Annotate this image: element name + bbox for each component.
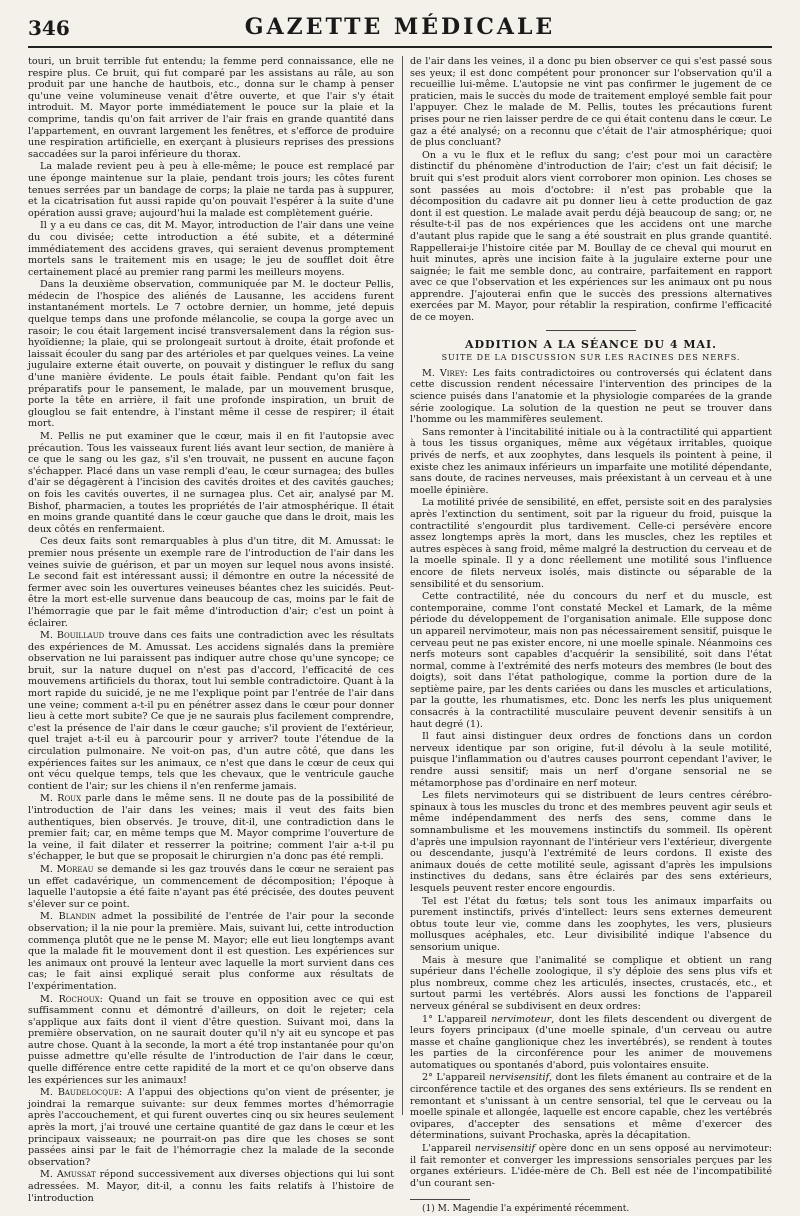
paragraph-text: trouve dans ces faits une contradiction avec les résultats des expériences de M. Amussat. Les accidens signalés dans la première observation ne lui paraissent pas indiquer autre chose qu'une syncope; ce bruit, sur la nature duquel on n'est pas d'accord, l'efficacité de ces mouvemens artificiels du thorax, tout lui semble contradictoire. Quant à la mort rapide du suicidé, je ne me l'explique point par l'entrée de l'air dans une veine; comment a-t-il pu en pénétrer assez dans le cœur pour donner lieu à cette mort subite? Ce que je ne saurais plus facilement comprendre, c'est la présence de l'air dans le cœur gauche; s'il provient de l'extérieur, quel trajet a-t-il eu à parcourir pour y arriver? toute l'étendue de la circulation pulmonaire. Ne voit-on pas, d'un autre côté, que dans les expériences faites sur les animaux, ce n'est que dans le cœur de ceux qui ont vécu quelque temps, tels que les chevaux, que le ventricule gauche contient de l'air; sur les chiens il n'en renferme jamais.	[28, 630, 394, 792]
paragraph	[410, 1072, 772, 1142]
paragraph: de l'air dans les veines, il a donc pu bien observer ce qui s'est passé sous ses yeux; il est donc compétent pour prononcer sur l'observation qu'il a recueillie lui-même. L'autopsie ne vint pas confirmer le jugement de ce praticien, mais le succès du mode de traitement employé semble fait pour l'appuyer. Chez le malade de M. Pellis, toutes les précautions furent prises pour ne rien laisser perdre de ce qui était contenu dans le cœur. Le gaz a été analysé; on a reconnu que c'était de l'air atmosphérique; quoi de plus concluant?	[410, 56, 772, 149]
page-number: 346	[28, 16, 70, 40]
paragraph	[410, 368, 772, 426]
emphasis: nervimoteur	[491, 1013, 552, 1025]
speaker-name: M. Roux	[40, 793, 82, 805]
emphasis: nervisensitif	[488, 1072, 550, 1084]
paragraph: La motilité privée de sensibilité, en effet, persiste soit en des paralysies après l'extinction du sentiment, soit par la rigueur du froid, puisque la contractilité s'engourdit plus tardivement. Celle-ci persévère encore assez longtemps après la mort, dans les muscles, chez les reptiles et autres espèces à sang froid, même malgré la destruction du cerveau et de la moelle spinale. Il y a donc réellement une motilité sous l'influence encore de filets nerveux isolés, mais distincte ou séparable de la sensibilité et du sensorium.	[410, 497, 772, 590]
paragraph	[28, 994, 394, 1087]
paragraph-text: 1° L'appareil	[422, 1013, 492, 1025]
paragraph: Ces deux faits sont remarquables à plus d'un titre, dit M. Amussat: le premier nous présente un exemple rare de l'introduction de l'air dans les veines suivie de guérison, et par un moyen sur lequel nous avons insisté. Le second fait est intéressant aussi; il démontre en outre la nécessité de fermer avec soin les ouvertures veineuses béantes chez les suicidés. Peut-être la mort est-elle survenue dans beaucoup de cas, moins par le fait de l'hémorragie que par le fait même d'introduction d'air; c'est un point à éclairer.	[28, 536, 394, 629]
paragraph: Sans remonter à l'incitabilité initiale ou à la contractilité qui appartient à tous les tissus organiques, même aux végétaux irritables, quoique privés de nerfs, et aux zoophytes, dans lesquels ils pointent à peine, il existe chez les animaux inférieurs un imparfaite une motilité dépendante, sans doute, de racines nerveuses, mais préexistant à un cerveau et à une moelle épinière.	[410, 426, 772, 496]
paragraph-text: L'appareil	[422, 1143, 475, 1155]
paragraph: M. Pellis ne put examiner que le cœur, mais il en fit l'autopsie avec précaution. Tous les vaisseaux furent liés avant leur section, de manière à ce que le sang ou les gaz, s'il s'en trouvait, ne pussent en aucune façon s'échapper. Placé dans un vase rempli d'eau, le cœur surnagea; des bulles d'air se dégagèrent à l'incision des cavités droites et des cavités gauches; on fois les cavités ouvertes, il ne surnagea plus. Cet air, analysé par M. Bishof, pharmacien, a toutes les propriétés de l'air atmosphérique. Il était en moins grande quantité dans le cœur gauche que dans le droit, mais les deux côtés en renfermaient.	[28, 431, 394, 535]
speaker-name: M. Virey	[422, 367, 465, 379]
speaker-name: M. Amussat	[40, 1169, 96, 1181]
paragraph: Dans la deuxième observation, communiquée par M. le docteur Pellis, médecin de l'hospice des aliénés de Lausanne, les accidens furent instantanément mortels. Le 7 octobre dernier, un homme, jeté depuis quelque temps dans une profonde mélancolie, se coupa la gorge avec un rasoir; le cou était largement incisé transversalement dans la région sus-hyoïdienne; la plaie, qui se prolongeait surtout à droite, était profonde et laissait écouler du sang par des artérioles et par quelques veines. La veine jugulaire externe était ouverte, on pouvait y distinguer le reflux du sang d'une manière évidente. Le pouls était faible. Pendant qu'on fait les préparatifs pour le pansement, le malade, par un mouvement brusque, porte la tête en arrière, il fait une profonde inspiration, un bruit de glouglou se fait entendre, à l'instant même il cesse de respirer; il était mort.	[28, 279, 394, 430]
paragraph	[410, 1014, 772, 1072]
paragraph: Cette contractilité, née du concours du nerf et du muscle, est contemporaine, comme l'ont constaté Meckel et Lamark, de la même période du développement de l'organisation animale. Elle suppose donc un appareil nervimoteur, mais non pas nécessairement sensitif, puisque le cerveau peut ne pas exister encore, ni une moelle spinale. Néanmoins ces nerfs moteurs sont capables d'acquérir la sensibilité, soit dans l'état normal, comme à l'extrémité des nerfs moteurs des membres (le bout des doigts), soit dans l'état pathologique, comme la portion dure de la septième paire, par les dents cariées ou dans les muscles et articulations, par la goutte, les rhumatismes, etc. Donc les nerfs les plus uniquement consacrés à la contractilité musculaire peuvent devenir sensitifs à un haut degré (1).	[410, 591, 772, 730]
paragraph: La malade revient peu à peu à elle-même; le pouce est remplacé par une éponge maintenue sur la plaie, pendant trois jours; les côtes furent tenues serrées par un bandage de corps; la plaie ne tarda pas à suppurer, et la cicatrisation fut aussi rapide qu'on pouvait l'espérer à la suite d'une opération aussi grave; aujourd'hui la malade est complètement guérie.	[28, 161, 394, 219]
paragraph	[28, 793, 394, 863]
speaker-name: M. Rochoux	[40, 993, 100, 1005]
column-divider	[402, 56, 403, 1115]
paragraph	[28, 864, 394, 910]
page-header	[28, 14, 772, 48]
speaker-name: M. Baudelocque	[40, 1087, 120, 1099]
paragraph-text: parle dans le même sens. Il ne doute pas de la possibilité de l'introduction de l'air dans les veines; mais il veut des faits bien authentiques, bien observés. Je trouve, dit-il, une contradiction dans le premier fait; car, en même temps que M. Mayor comprime l'ouverture de la veine, il fait dilater et resserrer la poitrine; comment l'air a-t-il pu s'échapper, le but que se proposait le chirurgien n'a donc pas été rempli.	[28, 793, 394, 863]
paragraph	[28, 1087, 394, 1168]
newspaper-title: GAZETTE MÉDICALE	[244, 14, 556, 40]
paragraph-text: , dont les filets descendent ou divergent de leurs foyers principaux (d'une moelle spinale, d'un cerveau ou autre masse et chaîne ganglionique chez les invertébrés), se rendent à toutes les parties de la circonférence pour les animer de mouvemens automatiques ou spontanés d'abord, puis volontaires ensuite.	[410, 1013, 772, 1071]
paragraph-text: opère donc en un sens opposé au nervimoteur: il fait remonter et converger les impressions sensoriales perçues par les organes extérieurs. L'idée-mère de Ch. Bell est née de l'incompatibilité d'un courant sen-	[410, 1143, 772, 1189]
paragraph: Tel est l'état du fœtus; tels sont tous les animaux imparfaits ou purement instinctifs, privés d'intellect: leurs sens externes demeurent obtus toute leur vie, comme dans les zoophytes, les vers, plusieurs mollusques acéphales, etc. Leur divisibilité indique l'absence du sensorium unique.	[410, 895, 772, 953]
paragraph-text: admet la possibilité de l'entrée de l'air pour la seconde observation; il la nie pour la première. Mais, suivant lui, cette introduction commença plutôt que ne le pense M. Mayor; elle eut lieu longtemps avant que la malade fit le mouvement dont il est question. Les expériences sur les animaux ont prouvé la lenteur avec laquelle la mort survient dans ces cas; le fait ainsi expliqué serait plus conforme aux résultats de l'expérimentation.	[28, 911, 394, 992]
paragraph: Les filets nervimoteurs qui se distribuent de leurs centres cérébro-spinaux à tous les muscles du tronc et des membres peuvent agir seuls et même indépendamment des nerfs des sens, comme dans le somnambulisme et les mouvemens instinctifs du sommeil. Ils opèrent d'après une impulsion rayonnant de l'intérieur vers l'extérieur, divergente ou descendante, jusqu'à l'extrémité de leurs cordons. Il existe des animaux doués de cette motilité seule, agissant d'après les impulsions instinctives du dedans, sans être éclairés par des sens extérieurs, lesquels peuvent rester encore engourdis.	[410, 790, 772, 894]
paragraph: Il y a eu dans ce cas, dit M. Mayor, introduction de l'air dans une veine du cou divisée; cette introduction a été subite, et a déterminé immédiatement des accidens graves, qui seraient devenus promptement mortels sans le traitement mis en usage; le jeu de soufflet doit être certainement placé au premier rang parmi les meilleurs moyens.	[28, 220, 394, 278]
paragraph-text: , dont les filets émanent au contraire et de la circonférence tactile et des organes des sens extérieurs. Ils se rendent en remontant et s'unissant à un centre sensorial, tel que le cerveau ou la moelle spinale et allongée, laquelle est encore capable, chez les vertébrés ovipares, d'accepter des sensations et même d'exercer des déterminations, suivant Prochaska, après la décapitation.	[410, 1072, 772, 1142]
paragraph-text: : Les faits contradictoires ou controversés qui éclatent dans cette discussion rendent nécessaire l'intervention des principes de la science puisés dans l'anatomie et la physiologie comparées de la grande série zoologique. La solution de la question ne peut se trouver dans l'homme ou les mammifères seulement.	[410, 367, 772, 426]
header-rule	[28, 46, 772, 48]
speaker-name: M. Blandin	[40, 911, 97, 923]
paragraph-text: : A l'appui des objections qu'on vient de présenter, je joindrai la remarque suivante: sur deux femmes mortes d'hémorragie après l'accouchement, et qui furent ouvertes cinq ou six heures seulement après la mort, j'ai trouvé une certaine quantité de gaz dans le cœur et les principaux vaisseaux; ne pourrait-on pas dire que les choses se sont passées ainsi par le fait de l'hémorragie chez la malade de la seconde observation?	[28, 1087, 395, 1168]
right-column	[410, 56, 772, 1215]
footnote: (1) M. Magendie l'a expérimenté récemment.	[422, 1204, 630, 1215]
paragraph: touri, un bruit terrible fut entendu; la femme perd connaissance, elle ne respire plus. Ce bruit, qui fut comparé par les assistans au râle, au son produit par une hanche de hautbois, etc., donna sur le champ à penser qu'une veine volumineuse venait d'être ouverte, et que l'air s'y était introduit. M. Mayor porte immédiatement le pouce sur la plaie et la comprime, tandis qu'on fait arriver de l'air frais en grande quantité dans l'appartement, en ouvrant largement les fenêtres, et s'efforce de produire une respiration artificielle, en exerçant à plusieurs reprises des pressions saccadées sur la paroi inférieure du thorax.	[28, 56, 394, 160]
left-column	[28, 56, 395, 1204]
paragraph	[28, 911, 394, 992]
emphasis: nervisensitif	[474, 1143, 536, 1155]
paragraph	[410, 1143, 772, 1189]
section-separator	[546, 330, 636, 331]
paragraph	[28, 630, 394, 792]
paragraph-text: se demande si les gaz trouvés dans le cœur ne seraient pas un effet cadavérique, un commencement de décomposition; l'époque à laquelle l'autopsie a été faite n'ayant pas été précisée, des doutes peuvent s'élever sur ce point.	[28, 863, 395, 910]
speaker-name: M. Moreau	[40, 863, 94, 875]
section-subtitle: SUITE DE LA DISCUSSION SUR LES RACINES DES NERFS.	[441, 353, 741, 363]
paragraph-text: 2° L'appareil	[422, 1072, 489, 1084]
paragraph: Il faut ainsi distinguer deux ordres de fonctions dans un cordon nerveux identique par son origine, fut-il dévolu à la seule motilité, puisque l'inflammation ou d'autres causes pourront cependant l'aviver, le rendre aussi sensitif; mais un nerf d'organe sensorial ne se métamorphose pas d'ordinaire en nerf moteur.	[410, 731, 772, 789]
paragraph-text: : Quand un fait se trouve en opposition avec ce qui est suffisamment connu et démontré d'ailleurs, on doit le rejeter; cela s'applique aux faits dont il vient d'être question. Suivant moi, dans la première observation, on ne saurait douter qu'il n'y ait eu syncope et pas autre chose. Quant à la seconde, la mort a été trop instantanée pour qu'on puisse admettre qu'elle résulte de l'introduction de l'air dans le cœur, quelle différence entre cette rapidité de la mort et ce qu'on observe dans les expériences sur les animaux!	[28, 993, 394, 1086]
speaker-name: M. Bouillaud	[40, 630, 105, 642]
footnote-rule	[410, 1199, 470, 1200]
section-title: ADDITION A LA SÉANCE DU 4 MAI.	[464, 337, 718, 351]
paragraph-text: répond successivement aux diverses objections qui lui sont adressées. M. Mayor, dit-il, a connu les faits relatifs à l'histoire de l'introduction	[28, 1169, 395, 1204]
paragraph: Mais à mesure que l'animalité se complique et obtient un rang supérieur dans l'échelle zoologique, il s'y déploie des sens plus vifs et plus nombreux, comme chez les articulés, insectes, crustacés, etc., et surtout parmi les vertébrés. Alors aussi les fonctions de l'appareil nerveux général se subdivisent en deux ordres:	[410, 954, 772, 1012]
paragraph	[28, 1169, 394, 1204]
paragraph: On a vu le flux et le reflux du sang; c'est pour moi un caractère distinctif du phénomène d'introduction de l'air; c'est un fait décisif; le bruit qui s'est produit alors vient corroborer mon opinion. Les choses se sont passées au mois d'octobre: il n'est pas probable que la décomposition du cadavre ait pu donner lieu à cette production de gaz dont il est question. Le malade avait perdu déjà beaucoup de sang; or, ne résulte-t-il pas de nos expériences que les accidens ont une marche d'autant plus rapide que le sang a été soustrait en plus grande quantité. Rappellerai-je l'histoire citée par M. Boullay de ce cheval qui mourut en huit minutes, après une incision faite à la jugulaire externe pour une saignée; le fait me semble donc, au contraire, parfaitement en rapport avec ce que l'observation et les expériences sur les animaux ont pu nous apprendre. J'ajouterai enfin que le succès des pressions alternatives exercées par M. Mayor, pour rétablir la respiration, confirme l'efficacité de ce moyen.	[410, 149, 772, 324]
